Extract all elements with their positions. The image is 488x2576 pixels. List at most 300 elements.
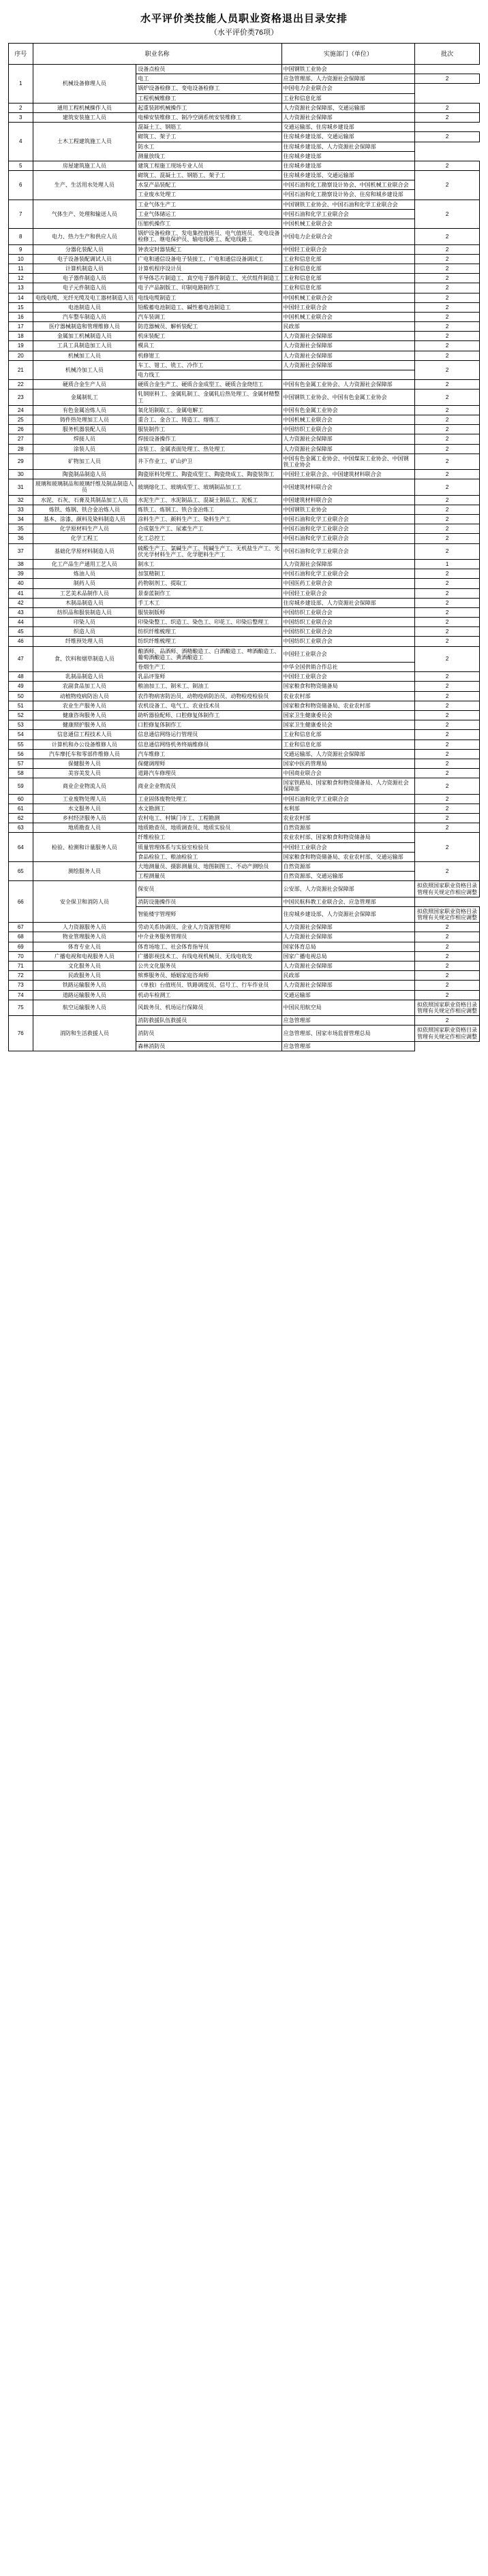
implementing-organization: 应急管理部、人力资源社会保障部 — [281, 74, 415, 84]
table-row — [9, 229, 480, 244]
occupation-category: 健康咨询服务人员 — [33, 710, 136, 720]
table-header-row — [9, 44, 480, 65]
table-row — [9, 990, 480, 1000]
batch-number: 2 — [415, 769, 480, 778]
batch-number: 2 — [415, 981, 480, 990]
occupation-category: 电力、热力生产和供应人员 — [33, 229, 136, 244]
table-row — [9, 637, 480, 646]
occupation-category: 文化服务人员 — [33, 961, 136, 971]
row-number: 59 — [9, 778, 33, 794]
table-row — [9, 701, 480, 710]
table-row — [9, 618, 480, 627]
implementing-organization: 中国机械工业联合会 — [281, 293, 415, 302]
occupation-category: 安全保卫和消防人员 — [33, 881, 136, 923]
batch-number: 2 — [415, 607, 480, 617]
row-number: 50 — [9, 691, 33, 701]
batch-number: 2 — [415, 823, 480, 833]
implementing-organization: 国家粮食和物资储备局 — [281, 682, 415, 691]
table-row — [9, 479, 480, 495]
implementing-organization: 中国石油和化学工业联合会 — [281, 515, 415, 524]
row-number: 57 — [9, 759, 33, 768]
implementing-organization: 国家中医药管理局 — [281, 759, 415, 768]
implementing-organization: 人力资源社会保障部 — [281, 923, 415, 932]
implementing-organization: 交通运输部、住房城乡建设部 — [281, 123, 415, 132]
occupation-category: 保健服务人员 — [33, 759, 136, 768]
table-row — [9, 833, 480, 842]
implementing-organization: 工业和信息化部 — [281, 254, 415, 264]
occupation-category: 木制品制造人员 — [33, 598, 136, 607]
occupation-name: 农机设备工、电气工、农业技术员 — [136, 701, 281, 710]
batch-number: 2 — [415, 627, 480, 637]
occupation-name: 质量管理体系与实验室检验员 — [136, 842, 281, 852]
table-row — [9, 861, 480, 871]
occupation-category: 机械加工人员 — [33, 351, 136, 360]
row-number: 48 — [9, 672, 33, 682]
table-row — [9, 415, 480, 424]
batch-number: 2 — [415, 434, 480, 444]
occupation-name: 酿酒师、品酒师、酒精酿造工、白酒酿造工、啤酒酿造工、葡萄酒酿造工、黄酒酿造工 — [136, 646, 281, 662]
row-number: 54 — [9, 730, 33, 740]
table-row — [9, 454, 480, 469]
occupation-category: 工具工具制造加工人员 — [33, 341, 136, 351]
batch-number: 2 — [415, 759, 480, 768]
batch-number: 2 — [415, 720, 480, 730]
table-row — [9, 332, 480, 341]
header-org: 实施部门（单位） — [281, 44, 415, 65]
implementing-organization: 中国纺织工业联合会 — [281, 618, 415, 627]
occupation-name: 电工 — [136, 74, 281, 84]
implementing-organization: 民政部 — [281, 322, 415, 332]
row-number: 70 — [9, 951, 33, 961]
implementing-organization: 住房城乡建设部 — [281, 151, 415, 161]
table-row — [9, 569, 480, 579]
occupation-category: 电池制造人员 — [33, 302, 136, 312]
implementing-organization: 国家体育总局 — [281, 942, 415, 951]
occupation-category: 服务机器装配人员 — [33, 425, 136, 434]
occupation-name: 劳动关系协调员、企业人力资源管理师 — [136, 923, 281, 932]
batch-number: 2 — [415, 389, 480, 405]
batch-number: 2 — [415, 804, 480, 813]
occupation-category: 铸件热处理加工人员 — [33, 415, 136, 424]
implementing-organization: 中国钢铁工业协会 — [281, 65, 415, 74]
row-number: 45 — [9, 627, 33, 637]
batch-number: 2 — [415, 749, 480, 759]
implementing-organization: 人力资源社会保障部 — [281, 332, 415, 341]
occupation-category: 炼油人员 — [33, 569, 136, 579]
table-row — [9, 710, 480, 720]
row-number: 64 — [9, 833, 33, 862]
occupation-category: 健康照护服务人员 — [33, 720, 136, 730]
batch-number: 2 — [415, 710, 480, 720]
occupation-name: 广电和通信设备电子装接工、广电和通信设备调试工 — [136, 254, 281, 264]
occupation-category: 汽车摩托车和零部件维修人员 — [33, 749, 136, 759]
batch-number: 2 — [415, 794, 480, 804]
implementing-organization: 中国石油和化学工业联合会 — [281, 524, 415, 534]
implementing-organization: 中国石油和化学工业联合会 — [281, 794, 415, 804]
occupation-name: 玻璃熔化工、玻璃成型工、玻璃制品加工工 — [136, 479, 281, 495]
row-number: 55 — [9, 740, 33, 749]
row-number: 65 — [9, 861, 33, 880]
occupation-category: 工艺美术品制作人员 — [33, 588, 136, 598]
occupation-category: 焊接人员 — [33, 434, 136, 444]
occupation-name: 水泥生产工、水泥制品工、混凝土制品工、泥板工 — [136, 495, 281, 505]
table-row — [9, 823, 480, 833]
row-number: 75 — [9, 1000, 33, 1015]
table-row — [9, 543, 480, 559]
occupation-category: 乳制品制造人员 — [33, 672, 136, 682]
implementing-organization: 中国石油和化工勘察设计协会、住房和城乡建设部 — [281, 190, 415, 200]
implementing-organization: 农业农村部 — [281, 814, 415, 823]
batch-number: 2 — [415, 479, 480, 495]
row-number: 76 — [9, 1016, 33, 1051]
row-number: 25 — [9, 415, 33, 424]
table-row — [9, 682, 480, 691]
batch-number: 2 — [415, 302, 480, 312]
implementing-organization: 住房城乡建设部、交通运输部 — [281, 171, 415, 180]
occupation-category: 通用工程机械操作人员 — [33, 103, 136, 112]
row-number: 73 — [9, 981, 33, 990]
row-number: 13 — [9, 283, 33, 293]
occupation-name: 粮油加工工、制米工、制油工 — [136, 682, 281, 691]
occupation-name: 药物制剂工、提取工 — [136, 579, 281, 588]
occupation-category: 商业企业物流人员 — [33, 778, 136, 794]
batch-number: 2 — [415, 814, 480, 823]
table-row — [9, 534, 480, 543]
row-number: 71 — [9, 961, 33, 971]
implementing-organization: 中国轻工业联合会、中国建筑材料联合会 — [281, 470, 415, 479]
batch-number: 2 — [415, 322, 480, 332]
table-row — [9, 434, 480, 444]
occupation-name: 焊接设备操作工 — [136, 434, 281, 444]
occupation-name: 纤维检验工 — [136, 833, 281, 842]
implementing-organization: 中国钢铁工业协会、中国有色金属工业协会 — [281, 389, 415, 405]
occupation-name: 体育场地工、社会体育指导员 — [136, 942, 281, 951]
occupation-category: 信息通信工程技术人员 — [33, 730, 136, 740]
occupation-name: 硫酸生产工、氯碱生产工、纯碱生产工、无机盐生产工、光伏光学材料生产工、化学肥料生产工 — [136, 543, 281, 559]
batch-number: 2 — [415, 161, 480, 170]
occupation-name: 农作物病害防治员、动物疫病防治员、动物检疫检验员 — [136, 691, 281, 701]
occupation-name: 商业企业物流员 — [136, 778, 281, 794]
batch-number: 2 — [415, 543, 480, 559]
page-title: 水平评价类技能人员职业资格退出目录安排 — [140, 13, 348, 25]
table-row — [9, 951, 480, 961]
table-row — [9, 588, 480, 598]
occupation-category: 动植物疫病防治人员 — [33, 691, 136, 701]
implementing-organization: 中国轻工业联合会 — [281, 244, 415, 254]
implementing-organization: 人力资源社会保障部 — [281, 112, 415, 122]
batch-number: 2 — [415, 598, 480, 607]
implementing-organization — [281, 370, 415, 380]
table-row — [9, 598, 480, 607]
catalog-table — [8, 43, 480, 1051]
row-number: 6 — [9, 171, 33, 200]
occupation-name: 消防设施操作员 — [136, 897, 281, 906]
batch-number: 2 — [415, 942, 480, 951]
batch-number: 1 — [415, 559, 480, 569]
table-row — [9, 302, 480, 312]
occupation-name: 汽车维修工 — [136, 749, 281, 759]
table-row — [9, 470, 480, 479]
batch-number: 2 — [415, 923, 480, 932]
occupation-category: 化工产品生产通用工艺人员 — [33, 559, 136, 569]
batch-number: 2 — [415, 534, 480, 543]
implementing-organization: 农业农村部、国家粮食和物资储备局 — [281, 833, 415, 842]
occupation-name: 车工、钳工、铣工、冷作工 — [136, 360, 281, 370]
implementing-organization: 中国建筑材料联合会 — [281, 495, 415, 505]
occupation-category: 地质勘查人员 — [33, 823, 136, 833]
batch-number: 2 — [415, 351, 480, 360]
batch-number: 2 — [415, 637, 480, 646]
occupation-name: 水文勘测工 — [136, 804, 281, 813]
occupation-category: 印染人员 — [33, 618, 136, 627]
table-row — [9, 341, 480, 351]
row-number: 12 — [9, 274, 33, 283]
occupation-category: 化学工程工 — [33, 534, 136, 543]
table-row — [9, 691, 480, 701]
table-row — [9, 971, 480, 981]
implementing-organization: 中国钢铁工业协会 — [281, 505, 415, 514]
batch-number: 2 — [415, 691, 480, 701]
implementing-organization: 交通运输部、人力资源社会保障部 — [281, 749, 415, 759]
occupation-name: 手工木工 — [136, 598, 281, 607]
table-row — [9, 405, 480, 415]
implementing-organization: 中国石油和化学工业联合会 — [281, 534, 415, 543]
implementing-organization: 人力资源社会保障部 — [281, 360, 415, 370]
row-number: 11 — [9, 264, 33, 273]
table-row — [9, 244, 480, 254]
implementing-organization: 中国电力企业联合会 — [281, 84, 415, 93]
row-number: 37 — [9, 543, 33, 559]
occupation-category: 土木工程建筑施工人员 — [33, 123, 136, 161]
implementing-organization: 工业和信息化部 — [281, 264, 415, 273]
batch-number: 2 — [415, 495, 480, 505]
batch-number: 2 — [415, 470, 480, 479]
batch-number: 2 — [415, 254, 480, 264]
row-number: 69 — [9, 942, 33, 951]
occupation-category: 织造人员 — [33, 627, 136, 637]
table-row — [9, 720, 480, 730]
table-row — [9, 360, 480, 370]
table-row — [9, 730, 480, 740]
occupation-category: 体育专业人员 — [33, 942, 136, 951]
occupation-category: 机械设备修理人员 — [33, 65, 136, 104]
table-row — [9, 749, 480, 759]
occupation-category: 检验、检测和计量服务人员 — [33, 833, 136, 862]
occupation-category: 航空运输服务人员 — [33, 1000, 136, 1015]
table-row — [9, 881, 480, 897]
implementing-organization: 人力资源社会保障部 — [281, 444, 415, 454]
occupation-category: 民政服务人员 — [33, 971, 136, 981]
implementing-organization: 中国石油和化学工业联合会 — [281, 209, 415, 219]
occupation-category: 汽车整车制造人员 — [33, 312, 136, 321]
implementing-organization: 中国有色金属工业协会、中国煤炭工业协会、中国钢铁工业协会 — [281, 454, 415, 469]
occupation-name: 食品检验工、粮油检验工 — [136, 852, 281, 861]
implementing-organization: 民政部 — [281, 971, 415, 981]
occupation-category: 电子元件制造人员 — [33, 283, 136, 293]
occupation-name: 纺织纤维梳理工 — [136, 627, 281, 637]
batch-number: 2 — [415, 444, 480, 454]
batch-number: 2 — [415, 200, 480, 229]
batch-number: 2 — [415, 332, 480, 341]
batch-number: 2 — [415, 833, 480, 862]
occupation-category: 电子设备装配调试人员 — [33, 254, 136, 264]
row-number: 24 — [9, 405, 33, 415]
batch-number: 2 — [415, 415, 480, 424]
batch-number: 2 — [415, 524, 480, 534]
implementing-organization: 中国石油和化工勘察设计协会、中国机械工业联合会 — [281, 180, 415, 190]
occupation-category: 美容美发人员 — [33, 769, 136, 778]
occupation-name: 地质勘查员、地质调查员、地质实验员 — [136, 823, 281, 833]
row-number: 38 — [9, 559, 33, 569]
row-number: 35 — [9, 524, 33, 534]
occupation-category: 计算机制造人员 — [33, 264, 136, 273]
occupation-category: 机械冷加工人员 — [33, 360, 136, 379]
table-row — [9, 1000, 480, 1015]
batch-number: 2 — [415, 405, 480, 415]
row-number: 56 — [9, 749, 33, 759]
implementing-organization: 住房城乡建设部、人力资源社会保障部 — [281, 598, 415, 607]
occupation-name: 信息通信网络运行管理员 — [136, 730, 281, 740]
row-number: 44 — [9, 618, 33, 627]
row-number: 17 — [9, 322, 33, 332]
table-row — [9, 444, 480, 454]
row-number: 4 — [9, 123, 33, 161]
occupation-name: 工程机械维修工 — [136, 93, 281, 103]
batch-number: 2 — [415, 505, 480, 514]
batch-number: 2 — [415, 932, 480, 942]
batch-number: 2 — [415, 74, 480, 84]
occupation-category: 涂装人员 — [33, 444, 136, 454]
row-number: 19 — [9, 341, 33, 351]
table-row — [9, 322, 480, 332]
implementing-organization: 中国纺织工业联合会 — [281, 607, 415, 617]
row-number: 43 — [9, 607, 33, 617]
implementing-organization: 农业农村部 — [281, 691, 415, 701]
row-number: 23 — [9, 389, 33, 405]
batch-number: 2 — [415, 861, 480, 880]
occupation-name: 风载务员、机场运行保障员 — [136, 1000, 281, 1015]
occupation-name: 制水工 — [136, 559, 281, 569]
implementing-organization: 工业和信息化部 — [281, 274, 415, 283]
occupation-name: 水泵产品装配工 — [136, 180, 281, 190]
occupation-name: 涂装工、金属表面处理工、热处理工 — [136, 444, 281, 454]
row-number: 28 — [9, 444, 33, 454]
batch-number: 拟依照国家职业资格目录管理有关规定作相应调整 — [415, 1000, 480, 1015]
table-row — [9, 65, 480, 74]
implementing-organization: 中国钢铁工业协会、中国石油和化学工业联合会 — [281, 200, 415, 209]
table-row — [9, 293, 480, 302]
table-row — [9, 495, 480, 505]
implementing-organization: 中国轻工业联合会 — [281, 672, 415, 682]
occupation-name: 消防救援队伍救援员 — [136, 1016, 281, 1025]
implementing-organization: 国家卫生健康委员会 — [281, 720, 415, 730]
occupation-category: 水泥、石灰、石膏及其制品加工人员 — [33, 495, 136, 505]
occupation-category: 化学原材料生产人员 — [33, 524, 136, 534]
batch-number: 2 — [415, 961, 480, 971]
implementing-organization: 国家粮食和物资储备局、农业农村部 — [281, 701, 415, 710]
implementing-organization: 中国医药工业联合会 — [281, 579, 415, 588]
table-row — [9, 380, 480, 389]
batch-number: 2 — [415, 778, 480, 794]
occupation-name: 起重装卸机械操作工 — [136, 103, 281, 112]
batch-number: 2 — [415, 990, 480, 1000]
table-row — [9, 794, 480, 804]
row-number: 14 — [9, 293, 33, 302]
table-row — [9, 579, 480, 588]
occupation-name: 氧化铝制取工、金属电解工 — [136, 405, 281, 415]
occupation-name: 电梯安装维修工、制冷空调系统安装维修工 — [136, 112, 281, 122]
implementing-organization: 中国纺织工业联合会 — [281, 627, 415, 637]
occupation-name: 重合工、金合工、铸造工、熔炼工 — [136, 415, 281, 424]
table-body — [9, 65, 480, 1051]
implementing-organization: 国家广播电视总局 — [281, 951, 415, 961]
row-number: 21 — [9, 360, 33, 379]
occupation-name: 建筑工程施工现场专业人员 — [136, 161, 281, 170]
batch-number: 2 — [415, 1016, 480, 1025]
row-number: 53 — [9, 720, 33, 730]
row-number: 9 — [9, 244, 33, 254]
implementing-organization: 人力资源社会保障部、交通运输部 — [281, 103, 415, 112]
header-occupation: 职业名称 — [33, 44, 281, 65]
row-number: 62 — [9, 814, 33, 823]
implementing-organization: 自然资源部 — [281, 861, 415, 871]
implementing-organization: 工业和信息化部 — [281, 283, 415, 293]
batch-number: 2 — [415, 588, 480, 598]
table-row — [9, 283, 480, 293]
row-number: 52 — [9, 710, 33, 720]
row-number: 34 — [9, 515, 33, 524]
row-number: 58 — [9, 769, 33, 778]
table-row — [9, 672, 480, 682]
implementing-organization: 中国民航科教工业联合会、应急管理部 — [281, 897, 415, 906]
occupation-name: 铅酸蓄电池制造工、碱性蓄电池制造工 — [136, 302, 281, 312]
row-number: 66 — [9, 881, 33, 923]
batch-number: 2 — [415, 171, 480, 200]
implementing-organization: 中国商业联合会 — [281, 769, 415, 778]
occupation-name: 半导体芯片制造工、真空电子器件制造工、光伏组件制造工 — [136, 274, 281, 283]
table-row — [9, 389, 480, 405]
occupation-category: 建筑安装施工人员 — [33, 112, 136, 122]
occupation-name: 工业气体储运工 — [136, 209, 281, 219]
occupation-name: 压缩机操作工 — [136, 219, 281, 229]
occupation-name: 工业气体生产工 — [136, 200, 281, 209]
occupation-category: 计算机和办公设备维修人员 — [33, 740, 136, 749]
occupation-category: 房屋建筑施工人员 — [33, 161, 136, 170]
occupation-category: 道路运输服务人员 — [33, 990, 136, 1000]
batch-number: 2 — [415, 701, 480, 710]
row-number: 51 — [9, 701, 33, 710]
row-number: 20 — [9, 351, 33, 360]
occupation-category: 电子器件制造人员 — [33, 274, 136, 283]
row-number: 22 — [9, 380, 33, 389]
batch-number: 拟依照国家职业资格目录管理有关规定作相应调整 — [415, 881, 480, 897]
batch-number: 2 — [415, 341, 480, 351]
occupation-name: 印染染整工、织造工、染色工、印花工、印染后整理工 — [136, 618, 281, 627]
occupation-category: 农业生产服务人员 — [33, 701, 136, 710]
occupation-name: 锅炉设备检修工、发电集控值班员、电气值班员、变电设备检修工、继电保护员、输电线路工、配电线路工 — [136, 229, 281, 244]
implementing-organization: 中国石油和化学工业联合会 — [281, 543, 415, 559]
occupation-category: 有色金属冶炼人员 — [33, 405, 136, 415]
header-num: 序号 — [9, 44, 33, 65]
implementing-organization: 工业和信息化部 — [281, 740, 415, 749]
batch-number: 2 — [415, 730, 480, 740]
table-row — [9, 627, 480, 637]
table-row — [9, 814, 480, 823]
occupation-name: 农村电工、村镇门市工、工程勘测 — [136, 814, 281, 823]
table-row — [9, 923, 480, 932]
occupation-name: 设备点检员 — [136, 65, 281, 74]
occupation-name: 机修钳工 — [136, 351, 281, 360]
